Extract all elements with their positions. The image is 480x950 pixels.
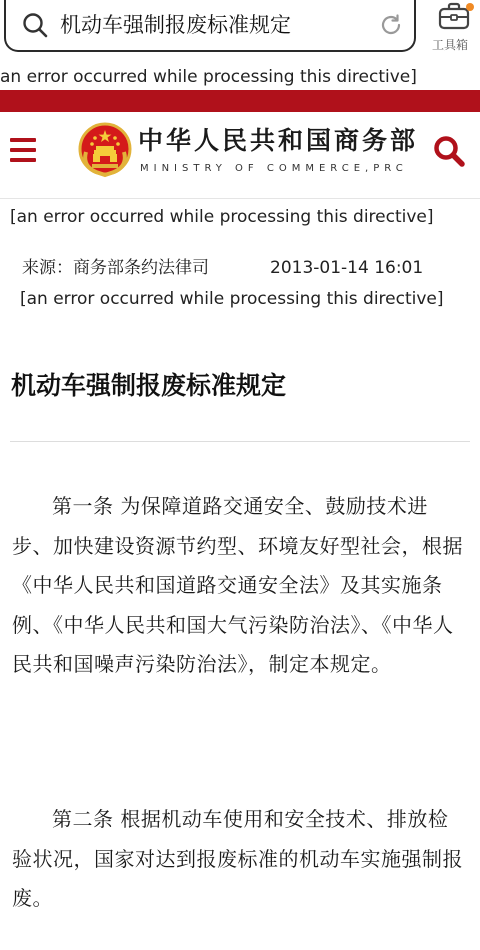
server-error-message: [an error occurred while processing this directive] bbox=[20, 289, 444, 309]
search-icon bbox=[22, 12, 48, 38]
site-subtitle: MINISTRY OF COMMERCE,PRC bbox=[140, 163, 408, 174]
article-date: 2013-01-14 16:01 bbox=[270, 258, 424, 278]
search-icon[interactable] bbox=[432, 134, 466, 168]
server-error-message: an error occurred while processing this directive] bbox=[0, 67, 417, 87]
article-paragraph: 第二条 根据机动车使用和安全技术、排放检验状况，国家对达到报废标准的机动车实施强制报废。 bbox=[12, 807, 463, 911]
toolbox-button[interactable] bbox=[430, 2, 478, 54]
menu-icon bbox=[10, 138, 36, 142]
article-paragraph: 第一条 为保障道路交通安全、鼓励技术进步、加快建设资源节约型、环境友好型社会，根据《中华人民共和国道路交通安全法》及其实施条例、《中华人民共和国大气污染防治法》、《中华人民共和国噪声污染防治法》，制定本规定。 bbox=[12, 494, 463, 677]
site-title[interactable]: 中华人民共和国商务部 bbox=[138, 126, 419, 155]
toolbox-label: 工具箱 bbox=[432, 38, 469, 52]
reload-icon[interactable] bbox=[379, 13, 403, 37]
browser-top-bar bbox=[0, 0, 480, 60]
server-error-message: [an error occurred while processing this directive] bbox=[10, 207, 434, 227]
title-divider bbox=[10, 441, 470, 442]
search-box[interactable] bbox=[4, 0, 416, 52]
article-title: 机动车强制报废标准规定 bbox=[11, 371, 287, 400]
article-source: 来源：商务部条约法律司 bbox=[22, 258, 209, 278]
menu-button[interactable] bbox=[10, 136, 38, 164]
national-emblem-logo bbox=[78, 122, 132, 178]
search-query-text[interactable]: 机动车强制报废标准规定 bbox=[60, 13, 291, 37]
header-divider bbox=[0, 198, 480, 199]
notification-badge bbox=[466, 3, 474, 11]
site-red-banner bbox=[0, 90, 480, 112]
article-meta bbox=[22, 256, 424, 280]
